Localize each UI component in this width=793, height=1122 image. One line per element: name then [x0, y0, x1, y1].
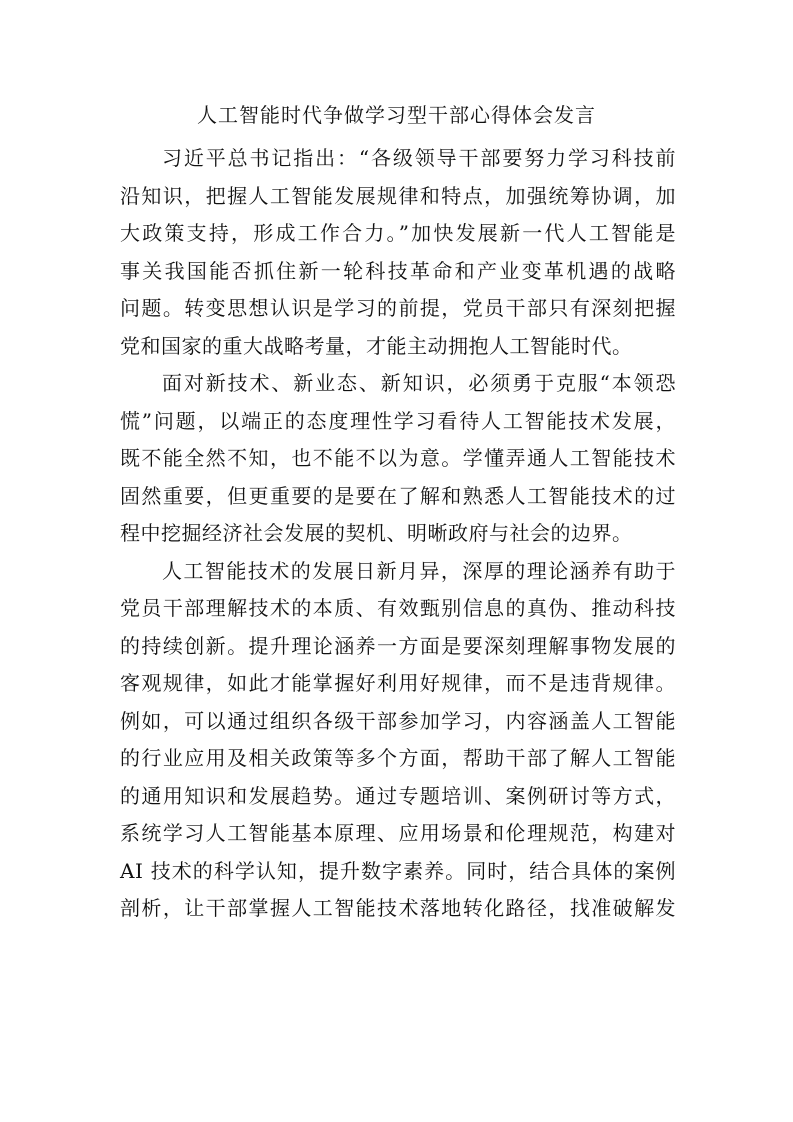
- paragraph-1-line-6: 党和国家的重大战略考量，才能主动拥抱人工智能时代。: [120, 333, 633, 358]
- paragraph-2-line-5: 程中挖掘经济社会发展的契机、明晰政府与社会的边界。: [120, 521, 633, 545]
- paragraph-2-line-2: 慌”问题，以端正的态度理性学习看待人工智能技术发展，: [120, 408, 676, 433]
- paragraph-2-line-4: 固然重要，但更重要的是要在了解和熟悉人工智能技术的过: [120, 483, 676, 508]
- paragraph-3-line-9: AI 技术的科学认知，提升数字素养。同时，结合具体的案例: [120, 858, 676, 883]
- document-body: [120, 140, 676, 928]
- paragraph-3-line-10: 剖析，让干部掌握人工智能技术落地转化路径，找准破解发: [120, 896, 676, 920]
- paragraph-2-line-1: 面对新技术、新业态、新知识，必须勇于克服“本领恐: [162, 371, 676, 395]
- paragraph-1-line-5: 问题。转变思想认识是学习的前提，党员干部只有深刻把握: [120, 296, 676, 320]
- paragraph-3-line-2: 党员干部理解技术的本质、有效甄别信息的真伪、推动科技: [120, 596, 676, 620]
- paragraph-3-line-3: 的持续创新。提升理论涵养一方面是要深刻理解事物发展的: [120, 633, 676, 658]
- paragraph-3-line-1: 人工智能技术的发展日新月异，深厚的理论涵养有助于: [162, 558, 676, 583]
- paragraph-1-line-4: 事关我国能否抓住新一轮科技革命和产业变革机遇的战略: [120, 258, 676, 283]
- paragraph-3-line-8: 系统学习人工智能基本原理、应用场景和伦理规范，构建对: [120, 821, 676, 845]
- paragraph-3-line-7: 的通用知识和发展趋势。通过专题培训、案例研讨等方式，: [120, 783, 676, 808]
- paragraph-1-line-1: 习近平总书记指出：“各级领导干部要努力学习科技前: [162, 146, 676, 170]
- paragraph-1-line-2: 沿知识，把握人工智能发展规律和特点，加强统筹协调，加: [120, 183, 676, 208]
- paragraph-1-line-3: 大政策支持，形成工作合力。”加快发展新一代人工智能是: [120, 221, 676, 245]
- paragraph-3-line-6: 的行业应用及相关政策等多个方面，帮助干部了解人工智能: [120, 746, 676, 770]
- paragraph-3-line-4: 客观规律，如此才能掌握好利用好规律，而不是违背规律。: [120, 671, 676, 695]
- paragraph-3-line-5: 例如，可以通过组织各级干部参加学习，内容涵盖人工智能: [120, 708, 676, 733]
- document-title: 人工智能时代争做学习型干部心得体会发言: [197, 103, 596, 127]
- paragraph-2-line-3: 既不能全然不知，也不能不以为意。学懂弄通人工智能技术: [120, 446, 676, 470]
